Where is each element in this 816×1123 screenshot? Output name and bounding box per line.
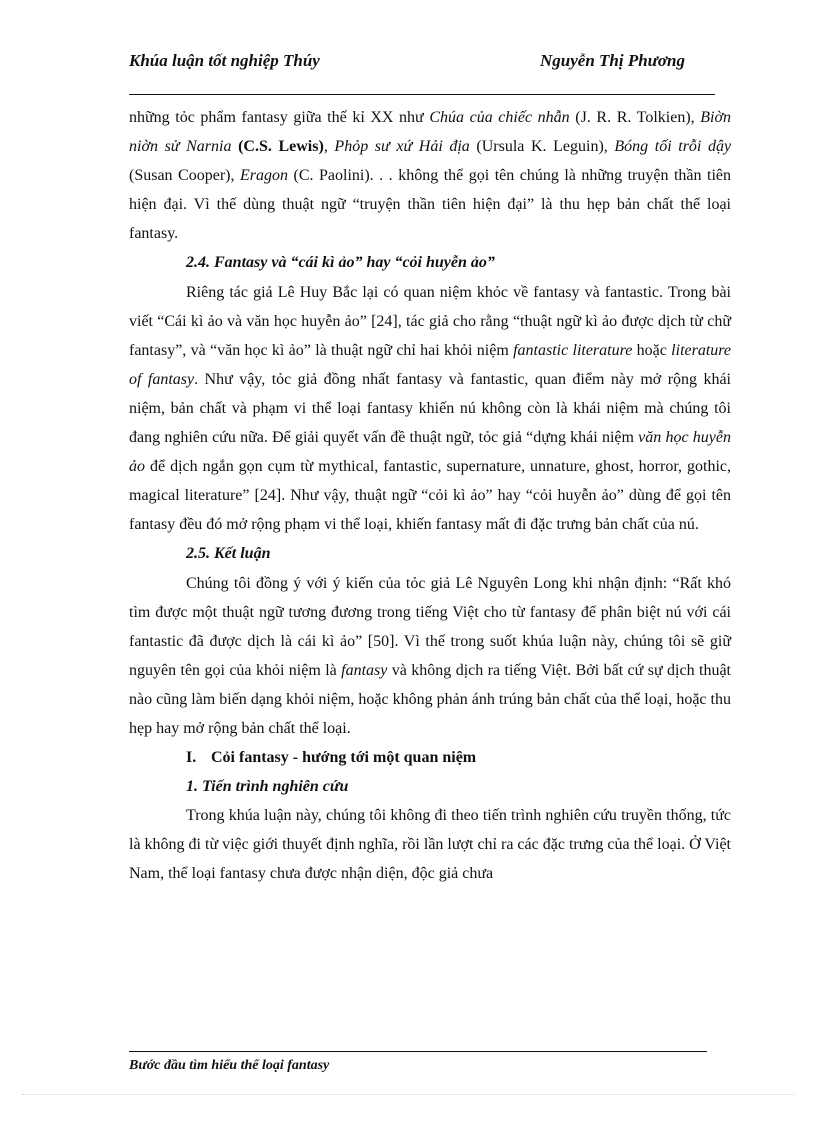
paragraph-1 — [129, 103, 731, 248]
text-run: Riêng tác giả Lê Huy Bắc lại có quan niệm khỏc về fantasy và fantastic. Trong bài viết “Cái kì ảo và văn học huyễn ảo” [24], tác giả cho rằng “thuật ngữ kì ảo được dịch từ chữ fantasy”, và “văn học kì ảo” là thuật ngữ chỉ hai khỏi niệm — [129, 283, 731, 359]
text-run: , — [323, 138, 335, 156]
book-title: Phỏp sư xứ Hải địa — [334, 138, 470, 156]
text-run: để dịch ngắn gọn cụm từ mythical, fantastic, supernature, unnature, ghost, horror, gothic, magical literature” [24]. Như vậy, thuật ngữ “cỏi kì ảo” hay “cỏi huyễn ảo” dùng để gọi tên fantasy đều đó mở rộng phạm vi thể loại, khiến fantasy mất đi đặc trưng bản chất của nú. — [129, 458, 731, 534]
text-run: Chúng tôi đồng ý với ý kiến của tỏc giả Lê Nguyên Long khi nhận định: “Rất khó tìm được một thuật ngữ tương đương trong tiếng Việt cho từ fantasy để phân biệt nú với cái fantastic đã được dịch là cái kì ảo” [50]. Vì thế trong suốt khúa luận này, chúng tôi sẽ giữ nguyên tên gọi của khỏi niệm là — [129, 574, 731, 679]
footer-title: Bước đầu tìm hiểu thể loại fantasy — [129, 1058, 330, 1073]
text-run: và không dịch ra tiếng Việt. Bởi bất cứ sự dịch thuật nào cũng làm biến dạng khỏi niệm, hoặc không phản ánh trúng bản chất của thể loại, hoặc thu hẹp hay mở rộng bản chất thể loại. — [129, 661, 732, 737]
text-run: hoặc — [632, 341, 672, 359]
author-bold: (C.S. Lewis) — [238, 138, 324, 156]
text-run: những tỏc phẩm fantasy giữa thế kỉ XX như — [129, 109, 430, 126]
heading-section-I — [129, 743, 731, 772]
text-run: (C. Paolini). . . không thể gọi tên chúng là những truyện thần tiên hiện đại. Vì thế dùng thuật ngữ “truyện thần tiên hiện đại” là thu hẹp bản chất thể loại fantasy. — [129, 167, 732, 243]
header-left-title: Khúa luận tốt nghiệp Thúy — [129, 51, 320, 70]
text-run: (J. R. R. Tolkien), — [569, 109, 701, 126]
italic-term: fantasy — [341, 661, 388, 679]
italic-term: văn học huyễn ảo — [129, 429, 731, 476]
paragraph-4: Trong khúa luận này, chúng tôi không đi theo tiến trình nghiên cứu truyền thống, tức là không đi từ việc giới thuyết định nghĩa, rồi lần lượt chỉ ra các đặc trưng của thể loại. Ở Việt Nam, thể loại fantasy chưa được nhận diện, độc giả chưa — [129, 807, 731, 883]
header-rule — [129, 94, 715, 95]
book-title: Biờn niờn sử Narnia — [129, 109, 732, 156]
text-run: (Susan Cooper), — [129, 167, 240, 185]
footer-rule — [129, 1051, 707, 1052]
heading-2-5: 2.5. Kết luận — [186, 545, 271, 563]
italic-term: fantastic literature — [513, 341, 633, 359]
header-author: Nguyễn Thị Phương — [540, 51, 685, 70]
section-title: Cỏi fantasy - hướng tới một quan niệm — [211, 749, 477, 767]
heading-2-4: 2.4. Fantasy và “cái kì ảo” hay “cỏi huyễn ảo” — [186, 254, 495, 272]
book-title: Bóng tối trỗi dậy — [614, 138, 732, 156]
text-run: (Ursula K. Leguin), — [469, 138, 615, 156]
page-bottom-dotted-border — [22, 1094, 794, 1095]
paragraph-3 — [129, 569, 731, 744]
italic-term: literature of fantasy — [129, 341, 732, 388]
text-run: . Như vậy, tỏc giả đồng nhất fantasy và fantastic, quan điểm này mở rộng khái niệm, bản chất và phạm vi thể loại fantasy khiến nú không còn là khái niệm mà chúng tôi đang nghiên cứu nữa. Để giải quyết vấn đề thuật ngữ, tỏc giả “dựng khái niệm — [129, 370, 732, 447]
paragraph-2 — [129, 278, 731, 540]
section-number: I. — [186, 749, 197, 767]
heading-1: 1. Tiến trình nghiên cứu — [186, 778, 349, 796]
page-body — [129, 103, 731, 889]
book-title: Eragon — [240, 167, 288, 185]
book-title: Chúa của chiếc nhẫn — [429, 109, 570, 126]
